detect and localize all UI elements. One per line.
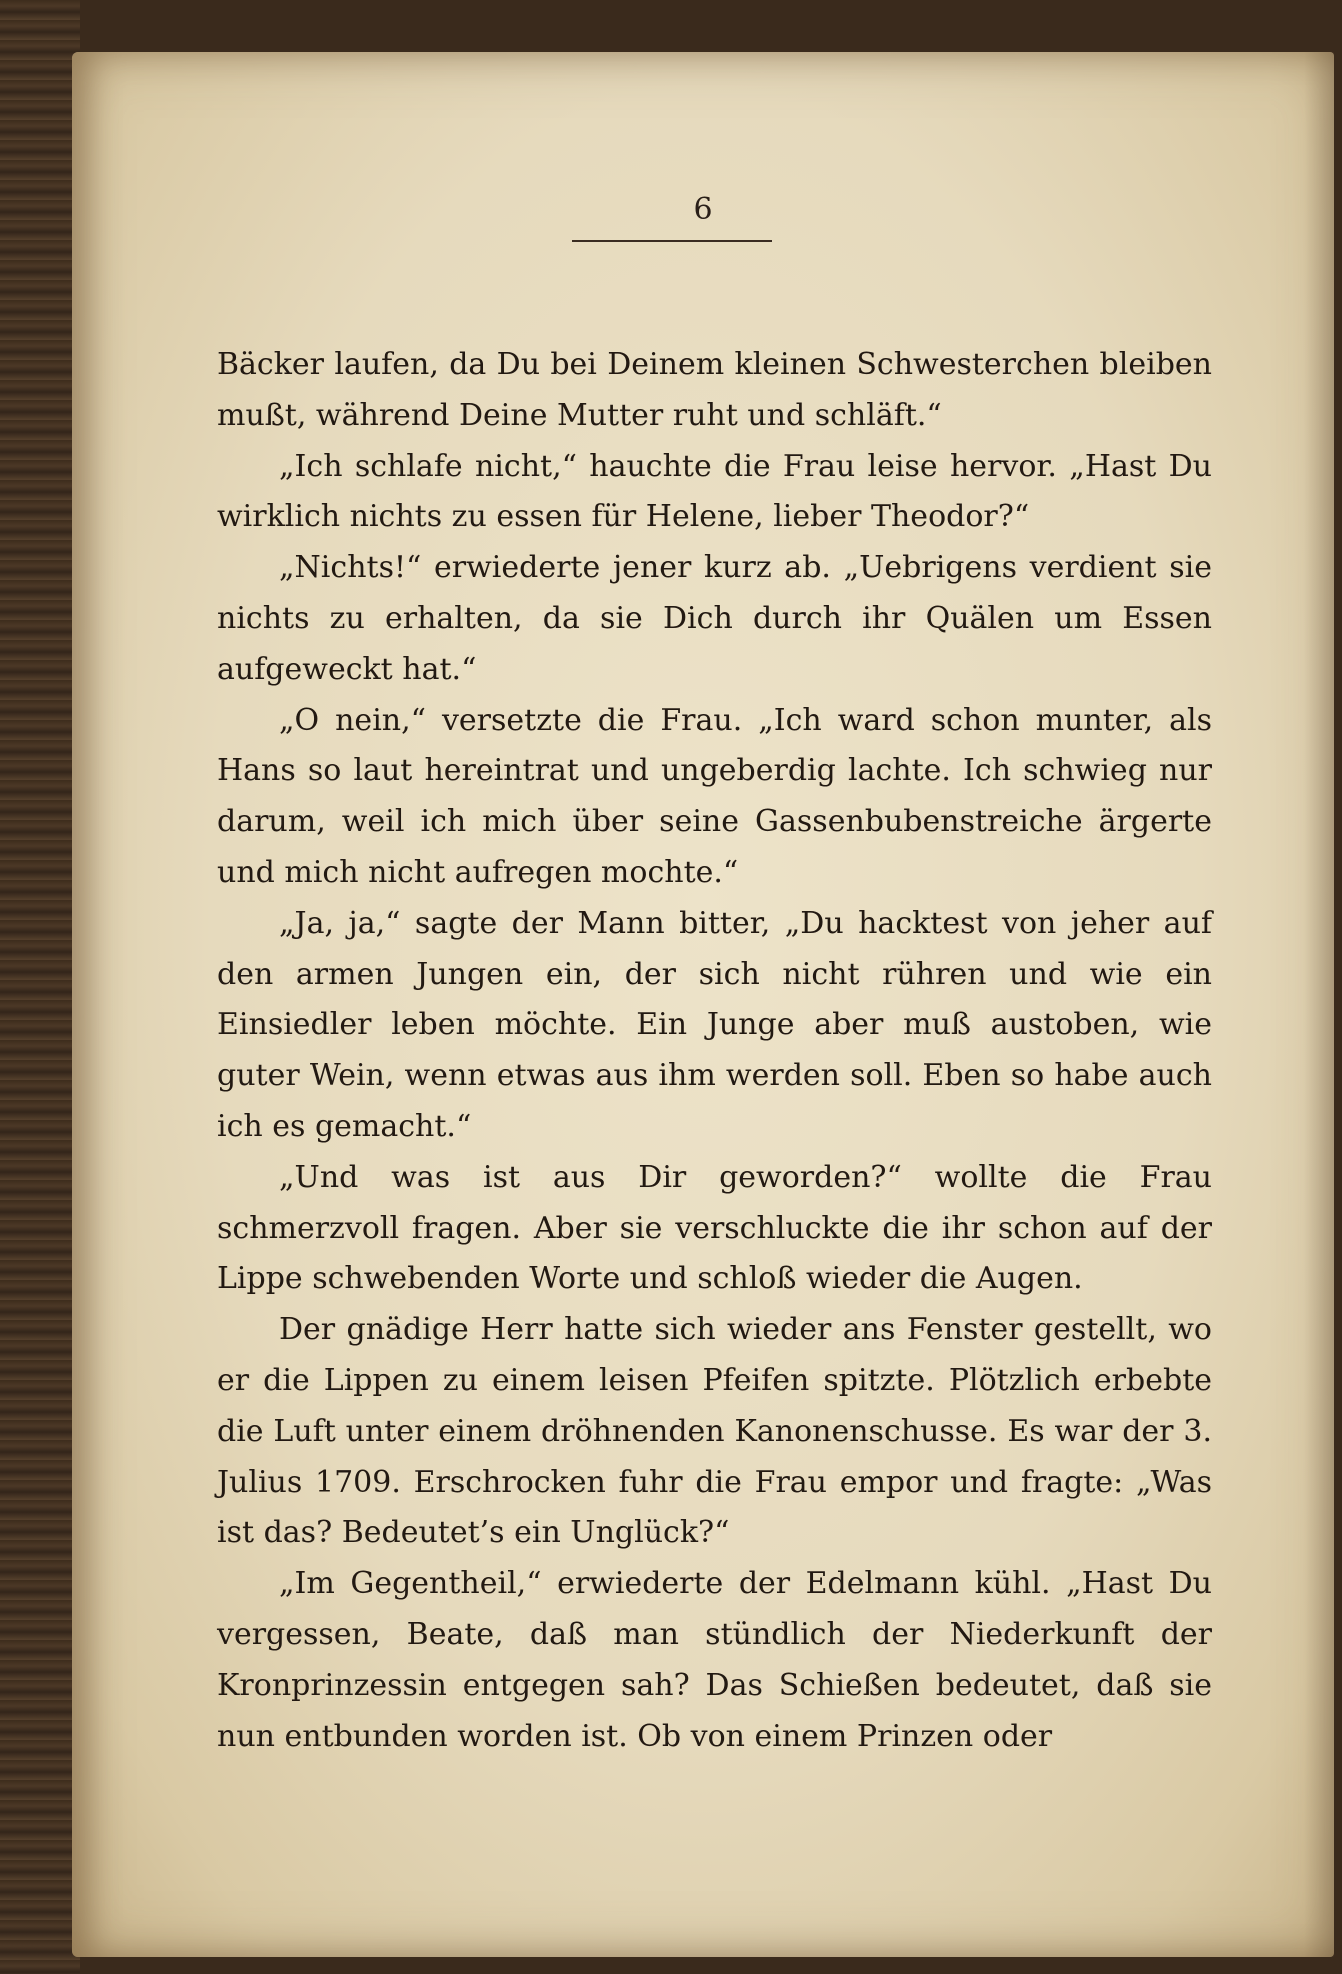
body-text — [217, 340, 1212, 1762]
page-number: 6 — [693, 192, 713, 227]
paragraph-8: „Im Gegentheil,“ erwiederte der Edelmann kühl. „Hast Du vergessen, Beate, daß man stündlich der Niederkunft der Kronprinzessin entgegen sah? Das Schießen bedeutet, daß sie nun entbunden worden ist. Ob von einem Prinzen oder — [217, 1566, 1212, 1754]
paragraph-5: „Ja, ja,“ sagte der Mann bitter, „Du hacktest von jeher auf den armen Jungen ein, der sich nicht rühren und wie ein Einsiedler leben möchte. Ein Junge aber muß austoben, wie guter Wein, wenn etwas aus ihm werden soll. Eben so habe auch ich es gemacht.“ — [217, 905, 1212, 1144]
paragraph-2: „Ich schlafe nicht,“ hauchte die Frau leise hervor. „Hast Du wirklich nichts zu essen für Helene, lieber Theodor?“ — [217, 448, 1212, 535]
book-page — [72, 52, 1334, 1957]
paragraph-7: Der gnädige Herr hatte sich wieder ans Fenster gestellt, wo er die Lippen zu einem leisen Pfeifen spitzte. Plötzlich erbebte die Luft unter einem dröhnenden Kanonenschusse. Es war der 3. Julius 1709. Erschrocken fuhr die Frau empor und fragte: „Was ist das? Bedeutet’s ein Unglück?“ — [217, 1312, 1212, 1551]
paragraph-6: „Und was ist aus Dir geworden?“ wollte die Frau schmerzvoll fragen. Aber sie verschluckte die ihr schon auf der Lippe schwebenden Worte und schloß wieder die Augen. — [217, 1159, 1212, 1297]
paragraph-4: „O nein,“ versetzte die Frau. „Ich ward schon munter, als Hans so laut hereintrat und ungeberdig lachte. Ich schwieg nur darum, weil ich mich über seine Gassenbubenstreiche ärgerte und mich nicht aufregen mochte.“ — [217, 702, 1212, 890]
header-rule — [572, 240, 772, 242]
book-cover-edge — [0, 0, 80, 1974]
paragraph-1: Bäcker laufen, da Du bei Deinem kleinen Schwesterchen bleiben mußt, während Deine Mutter ruht und schläft.“ — [217, 347, 1212, 433]
page-edge-shadow — [1304, 52, 1334, 1957]
paragraph-3: „Nichts!“ erwiederte jener kurz ab. „Uebrigens verdient sie nichts zu erhalten, da sie Dich durch ihr Quälen um Essen aufgeweckt hat.“ — [217, 550, 1212, 687]
